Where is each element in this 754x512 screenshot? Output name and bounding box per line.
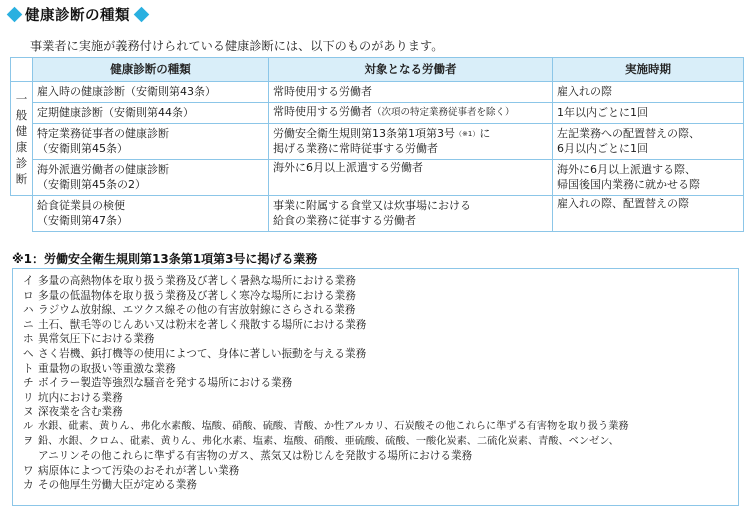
list-item: ワ 病原体によつて汚染のおそれが著しい業務 — [23, 464, 240, 477]
header-timing: 実施時期 — [553, 58, 744, 82]
table-row — [11, 196, 744, 232]
row-type: 海外派遣労働者の健康診断 （安衛則第45条の2） — [33, 160, 269, 196]
list-item: ヘ さく岩機、鋲打機等の使用によつて、身体に著しい振動を与える業務 — [23, 347, 367, 360]
page-title: 健康診断の種類 — [25, 7, 130, 24]
list-item: ロ 多量の低温物体を取り扱う業務及び著しく寒冷な場所における業務 — [23, 289, 356, 302]
list-item: ル 水銀、砒素、黄りん、弗化水素酸、塩酸、硝酸、硫酸、青酸、か性アルカリ、石炭酸その他これらに準ずる有害物を取り扱う業務 — [23, 420, 629, 432]
footnote-list — [12, 268, 739, 506]
row-timing: 雇入れの際、配置替えの際 — [553, 196, 744, 232]
header-target: 対象となる労働者 — [269, 58, 553, 82]
list-item: ハ ラジウム放射線、エツクス線その他の有害放射線にさらされる業務 — [23, 304, 356, 317]
list-item-continuation: アニリンその他これらに準ずる有害物のガス、蒸気又は粉じんを発散する場所における業務 — [38, 450, 473, 463]
row-target: 事業に附属する食堂又は炊事場における 給食の業務に従事する労働者 — [269, 196, 553, 232]
list-item: チ ボイラー製造等強烈な騒音を発する場所における業務 — [23, 377, 293, 390]
row-timing: 1年以内ごとに1回 — [553, 103, 744, 124]
list-item: カ その他厚生労働大臣が定める業務 — [23, 479, 197, 492]
header-blank-cell — [11, 58, 33, 82]
row-target: 労働安全衛生規則第13条第1項第3号$^{(※1)}$に 掲げる業務に常時従事する労働者 — [269, 124, 553, 160]
table-row — [11, 103, 744, 124]
table-row — [11, 160, 744, 196]
row-type: 給食従業員の検便 （安衛則第47条） — [33, 196, 269, 232]
header-type: 健康診断の種類 — [33, 58, 269, 82]
footnote-ref: （※1） — [455, 130, 480, 138]
row-timing: 左記業務への配置替えの際、 6月以内ごとに1回 — [553, 124, 744, 160]
health-checkup-table — [10, 57, 744, 232]
row-timing: 雇入れの際 — [553, 82, 744, 103]
footnote-heading: ※1：労働安全衛生規則第13条第1項第3号に掲げる業務 — [12, 252, 318, 266]
table-row — [11, 124, 744, 160]
intro-text: 事業者に実施が義務付けられている健康診断には、以下のものがあります。 — [30, 39, 444, 53]
list-item: イ 多量の高熱物体を取り扱う業務及び著しく暑熱な場所における業務 — [23, 275, 356, 287]
table-row — [11, 82, 744, 103]
general-checkup-side-label: 一般健康診断 — [11, 82, 33, 196]
row-target: 常時使用する労働者 — [269, 82, 553, 103]
list-item: ヲ 鉛、水銀、クロム、砒素、黄りん、弗化水素、塩素、塩酸、硝酸、亜硫酸、硫酸、一酸化炭素、二硫化炭素、青酸、ベンゼン、 — [23, 435, 619, 447]
page-heading — [6, 4, 152, 24]
list-item: ホ 異常気圧下における業務 — [23, 333, 155, 346]
row-target: 常時使用する労働者（次項の特定業務従事者を除く） — [269, 103, 553, 124]
table-header-row — [11, 58, 744, 82]
diamond-bullet-icon — [134, 6, 150, 22]
row-target: 海外に6月以上派遣する労働者 — [269, 160, 553, 196]
row-type: 定期健康診断（安衛則第44条） — [33, 103, 269, 124]
row-type: 雇入時の健康診断（安衛則第43条） — [33, 82, 269, 103]
list-item: ト 重量物の取扱い等重激な業務 — [23, 362, 176, 375]
diamond-bullet-icon — [7, 6, 23, 22]
row-type: 特定業務従事者の健康診断 （安衛則第45条） — [33, 124, 269, 160]
list-item: ヌ 深夜業を含む業務 — [23, 406, 123, 419]
row-timing: 海外に6月以上派遣する際、 帰国後国内業務に就かせる際 — [553, 160, 744, 196]
blank-side-cell — [11, 196, 33, 232]
list-item: ニ 土石、獣毛等のじんあい又は粉末を著しく飛散する場所における業務 — [23, 318, 367, 331]
list-item: リ 坑内における業務 — [23, 391, 123, 404]
